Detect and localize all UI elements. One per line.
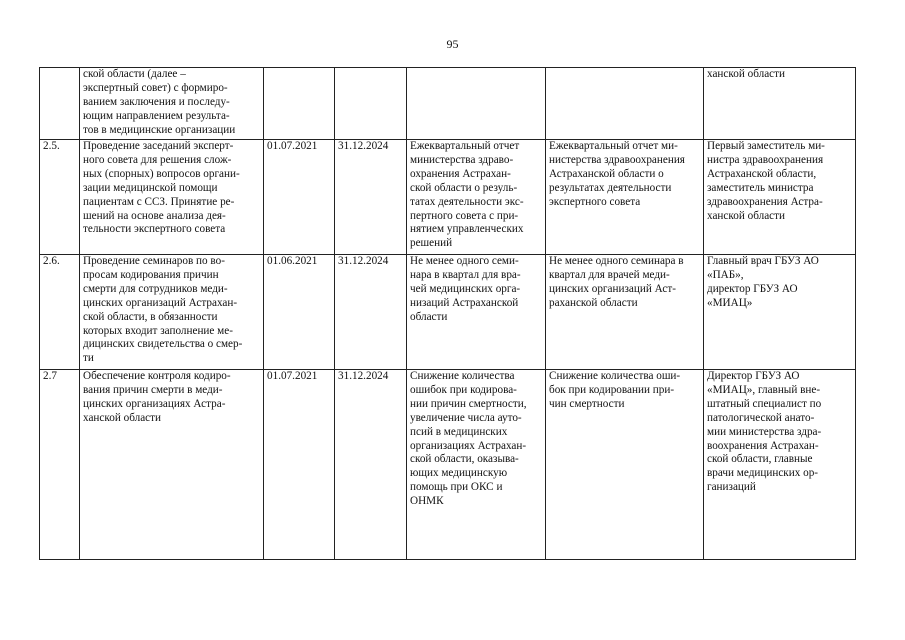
- cell-line: директор ГБУЗ АО: [707, 282, 798, 295]
- cell-line: мии министерства здра-: [707, 425, 822, 438]
- cell-line: помощь при ОКС и: [410, 481, 503, 494]
- cell-line: Не менее одного семи-: [410, 255, 519, 267]
- cell-line: просам кодирования причин: [83, 268, 219, 281]
- start-date-cell: [264, 68, 335, 140]
- start-date-cell: 01.07.2021: [264, 370, 335, 560]
- result-cell: [546, 68, 704, 140]
- row-number: 2.5.: [40, 140, 80, 255]
- cell-line: Директор ГБУЗ АО: [707, 370, 800, 382]
- table-row: [40, 140, 856, 255]
- event-cell: [80, 140, 264, 255]
- end-date-cell: [335, 68, 407, 140]
- cell-line: ской области, оказыва-: [410, 453, 519, 466]
- cell-line: ти: [83, 352, 94, 365]
- cell-line: ской области, главные: [707, 453, 813, 466]
- responsible-cell: [704, 140, 856, 255]
- cell-line: Снижение количества оши-: [549, 370, 681, 382]
- cell-line: низаций Астраханской: [410, 296, 519, 309]
- indicator-cell: [407, 255, 546, 370]
- cell-line: вания причин смерти в меди-: [83, 383, 223, 396]
- indicator-cell: [407, 68, 546, 140]
- row-number: 2.6.: [40, 255, 80, 370]
- cell-line: ванием заключения и последу-: [83, 95, 230, 108]
- start-date-cell: 01.07.2021: [264, 140, 335, 255]
- cell-line: Не менее одного семинара в: [549, 255, 684, 267]
- cell-line: Ежеквартальный отчет: [410, 140, 520, 152]
- cell-line: Проведение семинаров по во-: [83, 255, 225, 267]
- cell-line: ошибок при кодирова-: [410, 383, 517, 396]
- cell-line: «ПАБ»,: [707, 268, 744, 281]
- cell-line: врачи медицинских ор-: [707, 467, 819, 480]
- responsible-cell: [704, 68, 856, 140]
- cell-line: Снижение количества: [410, 370, 515, 382]
- cell-line: чей медицинских орга-: [410, 282, 521, 295]
- cell-line: воохранения Астрахан-: [707, 439, 819, 452]
- cell-line: нии причин смертности,: [410, 397, 527, 410]
- cell-line: тов в медицинские организации: [83, 123, 236, 136]
- cell-line: цинских организаций Аст-: [549, 282, 676, 295]
- cell-line: ного совета для решения слож-: [83, 153, 232, 166]
- cell-line: раханской области: [549, 296, 638, 309]
- cell-line: дицинских свидетельства о смер-: [83, 338, 243, 351]
- end-date-cell: 31.12.2024: [335, 140, 407, 255]
- cell-line: смерти для сотрудников меди-: [83, 282, 228, 295]
- table-row: [40, 370, 856, 560]
- cell-line: здравоохранения Астра-: [707, 195, 823, 208]
- cell-line: области: [410, 310, 448, 323]
- cell-line: шений на основе анализа дея-: [83, 209, 226, 222]
- cell-line: ющим направлением результа-: [83, 109, 230, 122]
- cell-line: экспертный совет) с формиро-: [83, 81, 228, 94]
- event-cell: [80, 68, 264, 140]
- result-cell: [546, 370, 704, 560]
- cell-line: тельности экспертного совета: [83, 223, 226, 236]
- page-number: 95: [446, 37, 459, 51]
- cell-line: «МИАЦ», главный вне-: [707, 383, 821, 396]
- cell-line: Астраханской области о: [549, 167, 664, 180]
- cell-line: чин смертности: [549, 397, 625, 410]
- action-plan-table: [39, 67, 856, 560]
- cell-line: ющих медицинскую: [410, 467, 508, 480]
- cell-line: штатный специалист по: [707, 397, 822, 410]
- cell-line: решений: [410, 237, 453, 250]
- table-row: [40, 255, 856, 370]
- cell-line: Обеспечение контроля кодиро-: [83, 370, 231, 382]
- cell-line: увеличение числа ауто-: [410, 411, 522, 424]
- cell-line: зации медицинской помощи: [83, 181, 218, 194]
- responsible-cell: [704, 370, 856, 560]
- cell-line: заместитель министра: [707, 181, 814, 194]
- cell-line: псий в медицинских: [410, 425, 508, 438]
- indicator-cell: [407, 140, 546, 255]
- cell-line: патологической анато-: [707, 411, 815, 424]
- cell-line: татах деятельности экс-: [410, 195, 524, 208]
- cell-line: пертного совета с при-: [410, 209, 519, 222]
- result-cell: [546, 255, 704, 370]
- table-row: [40, 68, 856, 140]
- cell-line: Первый заместитель ми-: [707, 140, 825, 152]
- event-cell: [80, 255, 264, 370]
- cell-line: Астраханской области,: [707, 167, 817, 180]
- cell-line: бок при кодировании при-: [549, 383, 675, 396]
- cell-line: квартал для врачей меди-: [549, 268, 670, 281]
- cell-line: цинских организаций Астрахан-: [83, 296, 238, 309]
- cell-line: ганизаций: [707, 481, 756, 494]
- result-cell: [546, 140, 704, 255]
- cell-line: Проведение заседаний эксперт-: [83, 140, 234, 152]
- cell-line: ханской области: [707, 209, 786, 222]
- cell-line: результатах деятельности: [549, 181, 672, 194]
- cell-line: ской области, в обязанности: [83, 310, 218, 323]
- cell-line: министерства здраво-: [410, 153, 514, 166]
- responsible-cell: [704, 255, 856, 370]
- cell-line: охранения Астрахан-: [410, 167, 511, 180]
- cell-line: Главный врач ГБУЗ АО: [707, 255, 819, 267]
- cell-line: организациях Астрахан-: [410, 439, 527, 452]
- cell-line: пациентам с ССЗ. Принятие ре-: [83, 195, 235, 208]
- start-date-cell: 01.06.2021: [264, 255, 335, 370]
- end-date-cell: 31.12.2024: [335, 370, 407, 560]
- cell-line: Ежеквартальный отчет ми-: [549, 140, 678, 152]
- row-number: 2.7: [40, 370, 80, 560]
- cell-line: цинских организациях Астра-: [83, 397, 226, 410]
- cell-line: ской области о резуль-: [410, 181, 518, 194]
- cell-line: экспертного совета: [549, 195, 641, 208]
- cell-line: нятием управленческих: [410, 223, 524, 236]
- cell-line: нистра здравоохранения: [707, 153, 824, 166]
- cell-line: ханской области: [707, 68, 786, 80]
- cell-line: ОНМК: [410, 495, 444, 508]
- cell-line: которых входит заполнение ме-: [83, 324, 233, 337]
- cell-line: ской области (далее –: [83, 68, 186, 80]
- cell-line: нара в квартал для вра-: [410, 268, 521, 281]
- cell-line: «МИАЦ»: [707, 296, 753, 309]
- row-number: [40, 68, 80, 140]
- cell-line: ных (спорных) вопросов органи-: [83, 167, 240, 180]
- event-cell: [80, 370, 264, 560]
- end-date-cell: 31.12.2024: [335, 255, 407, 370]
- indicator-cell: [407, 370, 546, 560]
- cell-line: нистерства здравоохранения: [549, 153, 685, 166]
- cell-line: ханской области: [83, 411, 162, 424]
